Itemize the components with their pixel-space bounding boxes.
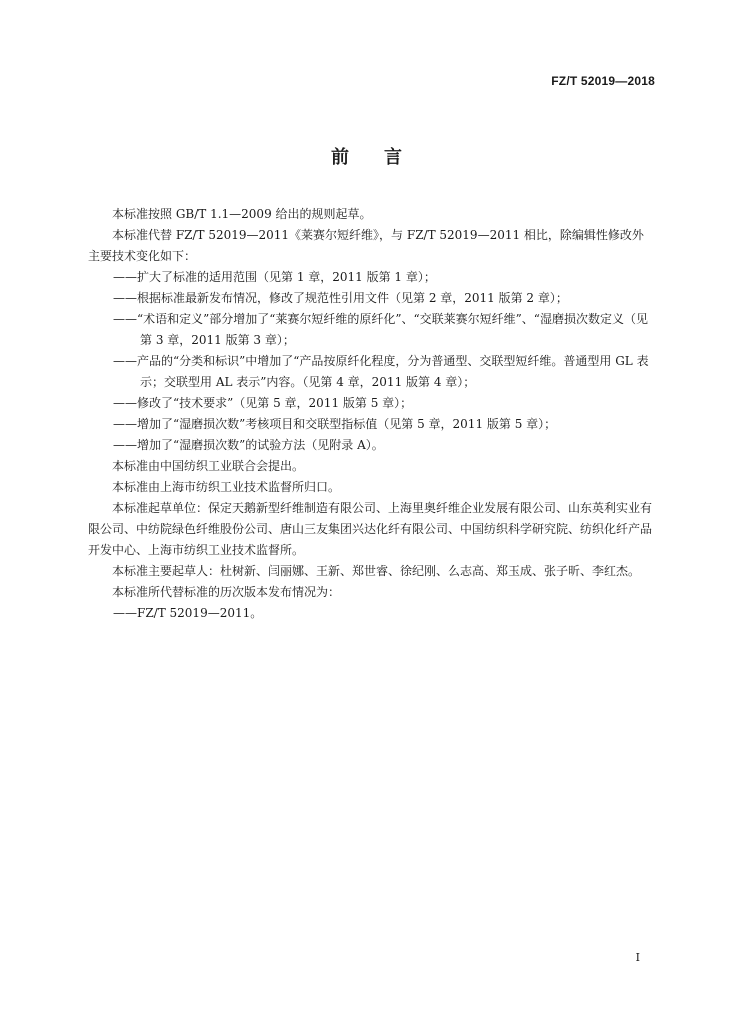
title-char-2: 言 (384, 147, 403, 168)
history-item: ——FZ/T 52019—2011。 (113, 606, 263, 620)
change-item: ——扩大了标准的适用范围（见第 1 章，2011 版第 1 章）； (113, 270, 436, 284)
change-item: ——修改了“技术要求”（见第 5 章，2011 版第 5 章）； (113, 396, 413, 410)
change-item: ——增加了“湿磨损次数”的试验方法（见附录 A）。 (113, 438, 384, 452)
change-item: ——根据标准最新发布情况，修改了规范性引用文件（见第 2 章，2011 版第 2 章）； (113, 291, 568, 305)
foreword-body (88, 204, 654, 624)
change-item: ——“术语和定义”部分增加了“莱赛尔短纤维的原纤化”、“交联莱赛尔短纤维”、“湿磨损次数定义（见第 3 章，2011 版第 3 章）； (113, 312, 648, 347)
paragraph-drafting-rules: 本标准按照 GB/T 1.1—2009 给出的规则起草。 (112, 207, 372, 221)
standard-number: FZ/T 52019—2018 (551, 74, 655, 88)
paragraph-drafters: 本标准主要起草人：杜树新、闫丽娜、王新、郑世睿、徐纪刚、么志高、郑玉成、张子昕、李红杰。 (112, 564, 641, 578)
paragraph-replaces: 本标准代替 FZ/T 52019—2011《莱赛尔短纤维》，与 FZ/T 52019—2011 相比，除编辑性修改外主要技术变化如下： (88, 228, 644, 263)
paragraph-proposed-by: 本标准由中国纺织工业联合会提出。 (112, 459, 305, 473)
page-number: I (635, 951, 640, 964)
paragraph-under-jurisdiction: 本标准由上海市纺织工业技术监督所归口。 (112, 480, 341, 494)
paragraph-history-intro: 本标准所代替标准的历次版本发布情况为： (112, 585, 341, 599)
change-item: ——产品的“分类和标识”中增加了“产品按原纤化程度，分为普通型、交联型短纤维。普通型用 GL 表示；交联型用 AL 表示”内容。（见第 4 章，2011 版第 4 章）； (113, 354, 649, 389)
title-char-1: 前 (331, 147, 350, 168)
paragraph-drafting-units: 本标准起草单位：保定天鹅新型纤维制造有限公司、上海里奥纤维企业发展有限公司、山东英利实业有限公司、中纺院绿色纤维股份公司、唐山三友集团兴达化纤有限公司、中国纺织科学研究院、纺织化纤产品开发中心、上海市纺织工业技术监督所。 (88, 501, 653, 557)
change-item: ——增加了“湿磨损次数”考核项目和交联型指标值（见第 5 章，2011 版第 5 章）； (113, 417, 557, 431)
page-title (0, 143, 734, 169)
